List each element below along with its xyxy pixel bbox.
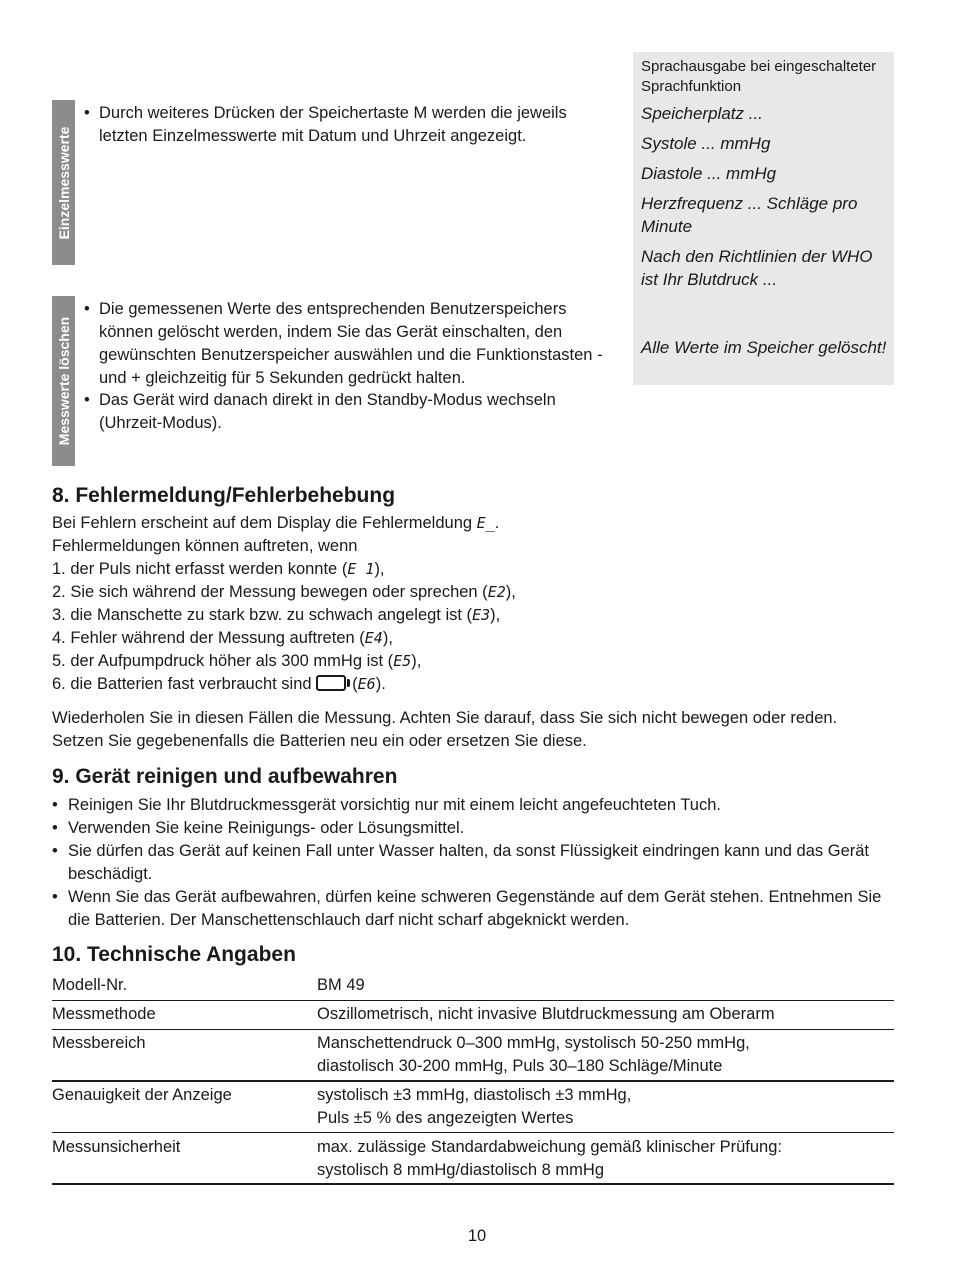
table-divider (52, 1183, 894, 1185)
page-number: 10 (467, 1227, 487, 1245)
section-9-title: 9. Gerät reinigen und aufbewahren (52, 765, 398, 788)
cleaning-bullet (52, 886, 902, 932)
error-code-generic: E_ (476, 514, 495, 532)
side-tab-label: Einzelmesswerte (55, 126, 72, 239)
spec-key: Messunsicherheit (52, 1138, 181, 1156)
spec-key: Messbereich (52, 1034, 146, 1052)
voice-item: Diastole ... mmHg (641, 164, 777, 183)
cleaning-bullet (52, 817, 902, 840)
voice-output-header: Sprachausgabe bei eingeschalteter Sprachfunktion (641, 58, 877, 95)
error-item: 3. die Manschette zu stark bzw. zu schwach angelegt ist (E3), (52, 606, 501, 624)
bullet-dot: • (52, 842, 58, 860)
side-tab-label: Messwerte löschen (55, 316, 72, 446)
error-item: 1. der Puls nicht erfasst werden konnte (E 1), (52, 560, 385, 578)
spec-value: Manschettendruck 0–300 mmHg, systolisch 50-250 mmHg, (317, 1034, 750, 1052)
spec-value: BM 49 (317, 976, 365, 994)
error-code: E 1 (347, 560, 375, 578)
spec-value: Oszillometrisch, nicht invasive Blutdruckmessung am Oberarm (317, 1005, 775, 1023)
error-code: E6 (357, 675, 376, 693)
error-code: E2 (487, 583, 506, 601)
spec-key: Modell-Nr. (52, 976, 128, 994)
spec-value-2: systolisch 8 mmHg/diastolisch 8 mmHg (317, 1161, 604, 1179)
memory-bullet-3 (84, 389, 609, 435)
error-item: 6. die Batterien fast verbraucht sind (E6). (52, 675, 386, 693)
voice-item: Herzfrequenz ... Schläge pro Minute (641, 194, 858, 236)
bullet-text: Verwenden Sie keine Reinigungs- oder Lösungsmittel. (68, 819, 465, 837)
memory-bullet-2 (84, 298, 609, 390)
voice-output-box (633, 52, 894, 385)
section-8-intro: Bei Fehlern erscheint auf dem Display die Fehlermeldung E_. (52, 514, 500, 532)
spec-value: systolisch ±3 mmHg, diastolisch ±3 mmHg, (317, 1086, 632, 1104)
bullet-dot: • (52, 796, 58, 814)
bullet-dot: • (84, 300, 90, 318)
voice-item: Speicherplatz ... (641, 104, 763, 123)
bullet-text: Durch weiteres Drücken der Speichertaste M werden die jeweils letzten Einzelmesswerte mit Datum und Uhrzeit angezeigt. (99, 104, 567, 145)
table-divider (52, 1000, 894, 1001)
bullet-dot: • (52, 819, 58, 837)
section-8-advice-2: Setzen Sie gegebenenfalls die Batterien neu ein oder ersetzen Sie diese. (52, 732, 587, 750)
section-10-title: 10. Technische Angaben (52, 943, 296, 966)
error-item: 5. der Aufpumpdruck höher als 300 mmHg ist (E5), (52, 652, 422, 670)
bullet-text: Sie dürfen das Gerät auf keinen Fall unter Wasser halten, da sonst Flüssigkeit eindringen kann und das Gerät beschädigt. (68, 842, 870, 883)
bullet-text: Die gemessenen Werte des entsprechenden Benutzerspeichers können gelöscht werden, indem Sie das Gerät einschalten, den gewünschten Benutzerspeicher auswählen und die Funktionstasten - und + gleichzeitig für 5 Sekunden gedrückt halten. (99, 300, 603, 387)
table-divider (52, 1029, 894, 1030)
error-code: E5 (393, 652, 412, 670)
spec-value-2: Puls ±5 % des angezeigten Wertes (317, 1109, 574, 1127)
bullet-text: Reinigen Sie Ihr Blutdruckmessgerät vorsichtig nur mit einem leicht angefeuchteten Tuch. (68, 796, 721, 814)
error-code: E4 (364, 629, 383, 647)
cleaning-bullet (52, 840, 902, 886)
error-code: E3 (472, 606, 491, 624)
bullet-dot: • (52, 888, 58, 906)
bullet-dot: • (84, 391, 90, 409)
section-8-intro-2: Fehlermeldungen können auftreten, wenn (52, 537, 358, 555)
bullet-text: Das Gerät wird danach direkt in den Standby-Modus wechseln (Uhrzeit-Modus). (99, 391, 556, 432)
bullet-dot: • (84, 104, 90, 122)
voice-item: Systole ... mmHg (641, 134, 771, 153)
side-tab-einzelmesswerte (52, 100, 75, 265)
spec-key: Messmethode (52, 1005, 156, 1023)
section-8-title: 8. Fehlermeldung/Fehlerbehebung (52, 484, 396, 507)
spec-value-2: diastolisch 30-200 mmHg, Puls 30–180 Schläge/Minute (317, 1057, 723, 1075)
voice-item: Nach den Richtlinien der WHO ist Ihr Blutdruck ... (641, 247, 873, 289)
error-item: 4. Fehler während der Messung auftreten (E4), (52, 629, 393, 647)
table-divider (52, 1132, 894, 1133)
cleaning-bullet (52, 794, 902, 817)
table-divider (52, 1080, 894, 1082)
voice-item: Alle Werte im Speicher gelöscht! (641, 338, 887, 357)
section-8-advice-1: Wiederholen Sie in diesen Fällen die Messung. Achten Sie darauf, dass Sie sich nicht bewegen oder reden. (52, 709, 838, 727)
spec-key: Genauigkeit der Anzeige (52, 1086, 232, 1104)
spec-value: max. zulässige Standardabweichung gemäß klinischer Prüfung: (317, 1138, 782, 1156)
battery-icon (316, 675, 346, 691)
side-tab-messwerte-loeschen (52, 296, 75, 466)
error-item: 2. Sie sich während der Messung bewegen oder sprechen (E2), (52, 583, 516, 601)
memory-bullet-1 (84, 102, 609, 148)
bullet-text: Wenn Sie das Gerät aufbewahren, dürfen keine schweren Gegenstände auf dem Gerät stehen. Entnehmen Sie die Batterien. Der Manschettenschlauch darf nicht scharf abgeknickt werden. (68, 888, 882, 929)
